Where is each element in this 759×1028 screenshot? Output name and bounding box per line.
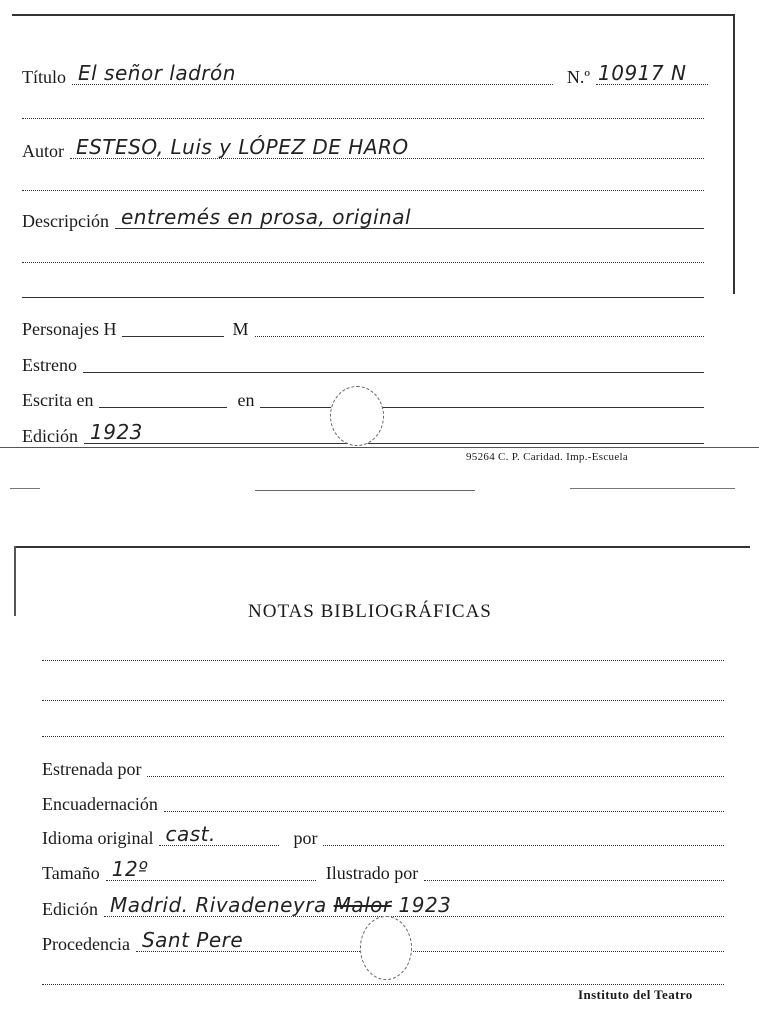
estrenada-field <box>147 756 724 777</box>
tamano-handwritten: 12º <box>111 857 149 881</box>
personajes-m-label: M <box>232 319 249 339</box>
numero-label: N.º <box>566 67 590 87</box>
card-bottom-edge <box>0 447 759 448</box>
edicion-label: Edición <box>22 426 78 446</box>
personajes-label: Personajes H <box>22 319 117 339</box>
escrita-field-2 <box>260 387 704 408</box>
estrenada-label: Estrenada por <box>42 759 142 779</box>
catalog-card-front <box>0 0 759 500</box>
idioma-row <box>42 822 724 848</box>
notas-line-2 <box>42 700 724 701</box>
titulo-extra-line <box>22 118 704 119</box>
personajes-row <box>22 316 704 339</box>
encuadernacion-field <box>164 791 724 812</box>
card-bottom-edge-2 <box>255 490 475 491</box>
autor-row <box>22 135 704 161</box>
tamano-field <box>106 857 316 881</box>
titulo-row <box>22 61 708 87</box>
descripcion-row <box>22 205 704 231</box>
descripcion-extra-line-2 <box>22 297 704 298</box>
estreno-label: Estreno <box>22 355 77 375</box>
notas-line-3 <box>42 736 724 737</box>
punch-hole-2 <box>360 916 412 980</box>
estreno-field <box>83 352 704 373</box>
idioma-handwritten: cast. <box>165 822 216 846</box>
procedencia-handwritten: Sant Pere <box>141 928 244 952</box>
idioma-field <box>159 822 279 846</box>
encuadernacion-row <box>42 791 724 814</box>
card-bottom-edge-4 <box>570 488 735 489</box>
printer-mark: 95264 C. P. Caridad. Imp.-Escuela <box>466 451 629 463</box>
edicion2-field <box>104 893 724 917</box>
autor-label: Autor <box>22 141 64 161</box>
titulo-handwritten: El señor ladrón <box>78 61 236 85</box>
personajes-h-field <box>122 316 224 337</box>
notas-heading: NOTAS BIBLIOGRÁFICAS <box>248 601 492 622</box>
numero-handwritten: 10917 N <box>598 61 687 85</box>
procedencia-label: Procedencia <box>42 934 130 954</box>
edicion-handwritten: 1923 <box>90 420 143 444</box>
autor-field <box>70 135 704 159</box>
edicion2-value-a: Madrid. Rivadeneyra <box>110 893 327 917</box>
notas-line-1 <box>42 660 724 661</box>
catalog-card-back <box>0 540 759 1028</box>
titulo-label: Título <box>22 67 66 87</box>
card-right-edge <box>733 14 735 294</box>
edicion2-label: Edición <box>42 899 98 919</box>
card-bottom-edge-3 <box>10 488 40 489</box>
idioma-por-field <box>323 825 724 846</box>
autor-handwritten: ESTESO, Luis y LÓPEZ DE HARO <box>76 135 409 159</box>
edicion2-value-b: 1923 <box>398 893 452 917</box>
edicion-field <box>84 420 704 444</box>
idioma-por-label: por <box>293 828 318 848</box>
descripcion-extra-line-1 <box>22 262 704 263</box>
autor-extra-line <box>22 190 704 191</box>
estreno-row <box>22 352 704 375</box>
estrenada-row <box>42 756 724 779</box>
punch-hole <box>330 386 384 446</box>
descripcion-field <box>115 205 704 229</box>
escrita-en-label: en <box>237 390 255 410</box>
encuadernacion-label: Encuadernación <box>42 794 158 814</box>
institute-mark: Instituto del Teatro <box>578 987 693 1002</box>
procedencia-field <box>136 928 724 952</box>
card2-top-edge <box>16 546 750 548</box>
card-top-edge <box>12 14 734 16</box>
notas-final-line <box>42 984 724 985</box>
ilustrado-field <box>424 860 724 881</box>
personajes-m-field <box>255 316 705 337</box>
tamano-row <box>42 857 724 883</box>
descripcion-handwritten: entremés en prosa, original <box>120 205 412 229</box>
card2-left-edge <box>14 546 16 616</box>
escrita-label: Escrita en <box>22 390 94 410</box>
descripcion-label: Descripción <box>22 211 109 231</box>
idioma-label: Idioma original <box>42 828 154 848</box>
tamano-label: Tamaño <box>42 863 100 883</box>
edicion2-value-struck: Malor <box>333 893 392 917</box>
escrita-field-1 <box>99 387 227 408</box>
titulo-field <box>72 61 553 85</box>
ilustrado-label: Ilustrado por <box>325 863 419 883</box>
numero-field <box>596 61 708 85</box>
edicion2-handwritten <box>110 894 451 916</box>
